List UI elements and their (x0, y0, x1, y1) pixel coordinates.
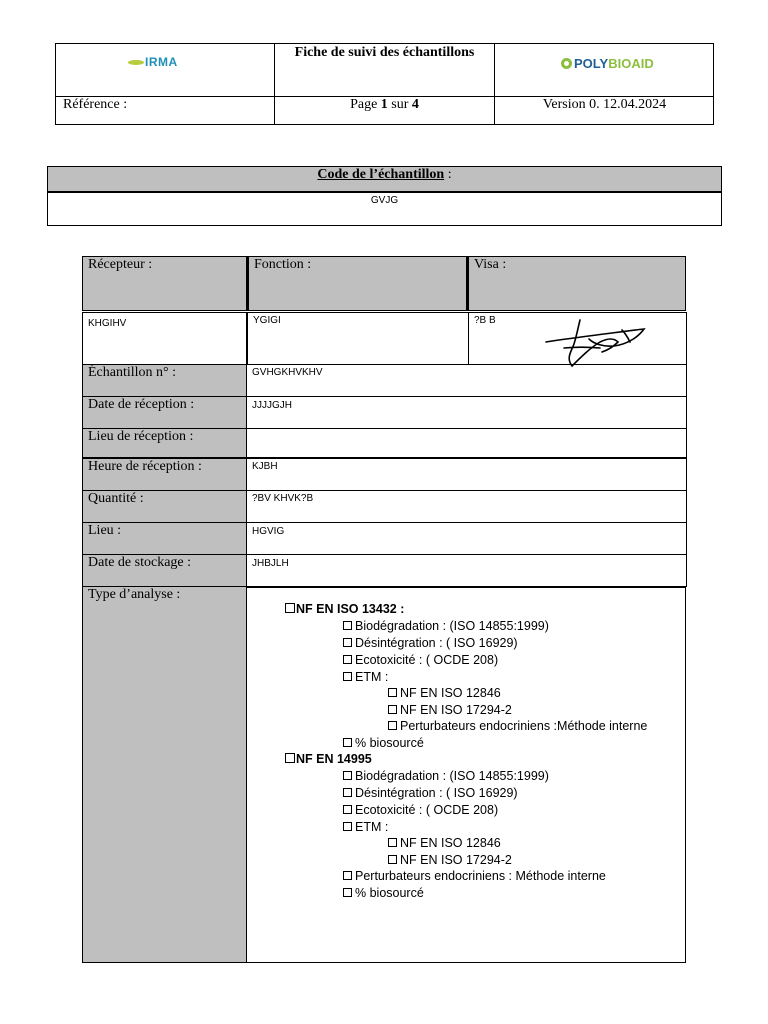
analysis-option (343, 619, 549, 633)
date-stockage-value: JHBJLH (246, 554, 687, 587)
analysis-option (343, 736, 424, 750)
quantite-value: ?BV KHVK?B (246, 490, 687, 523)
echantillon-value: GVHGKHVKHV (246, 364, 687, 397)
analysis-option-label: NF EN ISO 12846 (400, 686, 501, 700)
lieu-reception-value (246, 428, 687, 458)
checkbox-icon[interactable] (388, 855, 397, 864)
analysis-option-label: Désintégration : ( ISO 16929) (355, 786, 518, 800)
lieu-reception-label: Lieu de réception : (82, 428, 247, 458)
analysis-option-label: ETM : (355, 670, 389, 684)
checkbox-icon[interactable] (343, 738, 352, 747)
checkbox-icon[interactable] (343, 888, 352, 897)
checkbox-icon[interactable] (285, 753, 295, 763)
analysis-option-label: NF EN ISO 17294-2 (400, 853, 512, 867)
analysis-option (388, 836, 501, 850)
analysis-option-label: NF EN ISO 17294-2 (400, 703, 512, 717)
checkbox-icon[interactable] (343, 621, 352, 630)
irma-logo: IRMA (128, 55, 178, 69)
analysis-option-label: NF EN ISO 13432 : (296, 602, 405, 616)
echantillon-label: Échantillon n° : (82, 364, 247, 397)
analysis-option (343, 886, 424, 900)
analysis-option (343, 786, 518, 800)
analysis-option-label: ETM : (355, 820, 389, 834)
analysis-option-label: Biodégradation : (ISO 14855:1999) (355, 769, 549, 783)
analysis-option (388, 703, 512, 717)
checkbox-icon[interactable] (343, 672, 352, 681)
page-number: Page 1 sur 4 (275, 97, 495, 125)
checkbox-icon[interactable] (388, 688, 397, 697)
analysis-option (388, 686, 501, 700)
checkbox-icon[interactable] (343, 871, 352, 880)
analysis-option-label: % biosourcé (355, 886, 424, 900)
reference-label: Référence : (56, 97, 275, 125)
sample-code-heading: Code de l’échantillon : (48, 167, 721, 193)
checkbox-icon[interactable] (285, 603, 295, 613)
analysis-option-label: Perturbateurs endocriniens :Méthode interne (400, 719, 648, 733)
analysis-option-label: NF EN ISO 12846 (400, 836, 501, 850)
visa-value: ?B B (468, 312, 687, 365)
irma-swirl-icon (128, 60, 144, 65)
fonction-value: YGIGI (246, 312, 469, 365)
analysis-option (343, 670, 388, 684)
document-header-table (55, 43, 714, 125)
analysis-option (343, 769, 549, 783)
analysis-option (388, 719, 647, 733)
analysis-option-label: Ecotoxicité : ( OCDE 208) (355, 653, 499, 667)
reception-table (82, 256, 687, 963)
recepteur-value: KHGIHV (82, 312, 247, 365)
checkbox-icon[interactable] (343, 638, 352, 647)
analysis-option-label: Désintégration : ( ISO 16929) (355, 636, 518, 650)
heure-reception-label: Heure de réception : (82, 458, 247, 491)
heure-reception-value: KJBH (246, 458, 687, 491)
date-reception-label: Date de réception : (82, 396, 247, 429)
analysis-option (388, 853, 512, 867)
lieu-label: Lieu : (82, 522, 247, 555)
analysis-checklist (246, 587, 686, 963)
analysis-option (285, 752, 372, 766)
sample-code-value: GVJG (370, 195, 399, 206)
quantite-label: Quantité : (82, 490, 247, 523)
lieu-value: HGVIG (246, 522, 687, 555)
polybioaid-logo: POLYBIOAID (561, 56, 654, 71)
analysis-option (343, 869, 606, 883)
analysis-option-label: Perturbateurs endocriniens : Méthode interne (355, 869, 606, 883)
document-title: Fiche de suivi des échantillons (275, 44, 495, 97)
analysis-option-label: % biosourcé (355, 736, 424, 750)
checkbox-icon[interactable] (388, 838, 397, 847)
analysis-option (343, 803, 498, 817)
date-reception-value: JJJJGJH (246, 396, 687, 429)
analysis-option-label: Biodégradation : (ISO 14855:1999) (355, 619, 549, 633)
checkbox-icon[interactable] (343, 771, 352, 780)
irma-logo-cell (56, 44, 275, 97)
visa-label: Visa : (466, 256, 686, 311)
analysis-option (343, 820, 388, 834)
analysis-option (285, 602, 404, 616)
checkbox-icon[interactable] (343, 805, 352, 814)
recepteur-label: Récepteur : (82, 256, 247, 311)
analysis-option (343, 636, 518, 650)
checkbox-icon[interactable] (343, 655, 352, 664)
checkbox-icon[interactable] (388, 721, 397, 730)
signature (544, 314, 648, 368)
checkbox-icon[interactable] (388, 705, 397, 714)
checkbox-icon[interactable] (343, 822, 352, 831)
fonction-label: Fonction : (246, 256, 467, 311)
date-stockage-label: Date de stockage : (82, 554, 247, 587)
analysis-option-label: NF EN 14995 (296, 752, 372, 766)
polybioaid-ring-icon (561, 58, 572, 69)
version-label: Version 0. 12.04.2024 (542, 97, 667, 112)
polybioaid-logo-cell (495, 44, 714, 97)
analysis-option (343, 653, 498, 667)
checkbox-icon[interactable] (343, 788, 352, 797)
sample-code-block (47, 166, 722, 226)
analysis-option-label: Ecotoxicité : ( OCDE 208) (355, 803, 499, 817)
type-analyse-label: Type d’analyse : (82, 586, 247, 963)
